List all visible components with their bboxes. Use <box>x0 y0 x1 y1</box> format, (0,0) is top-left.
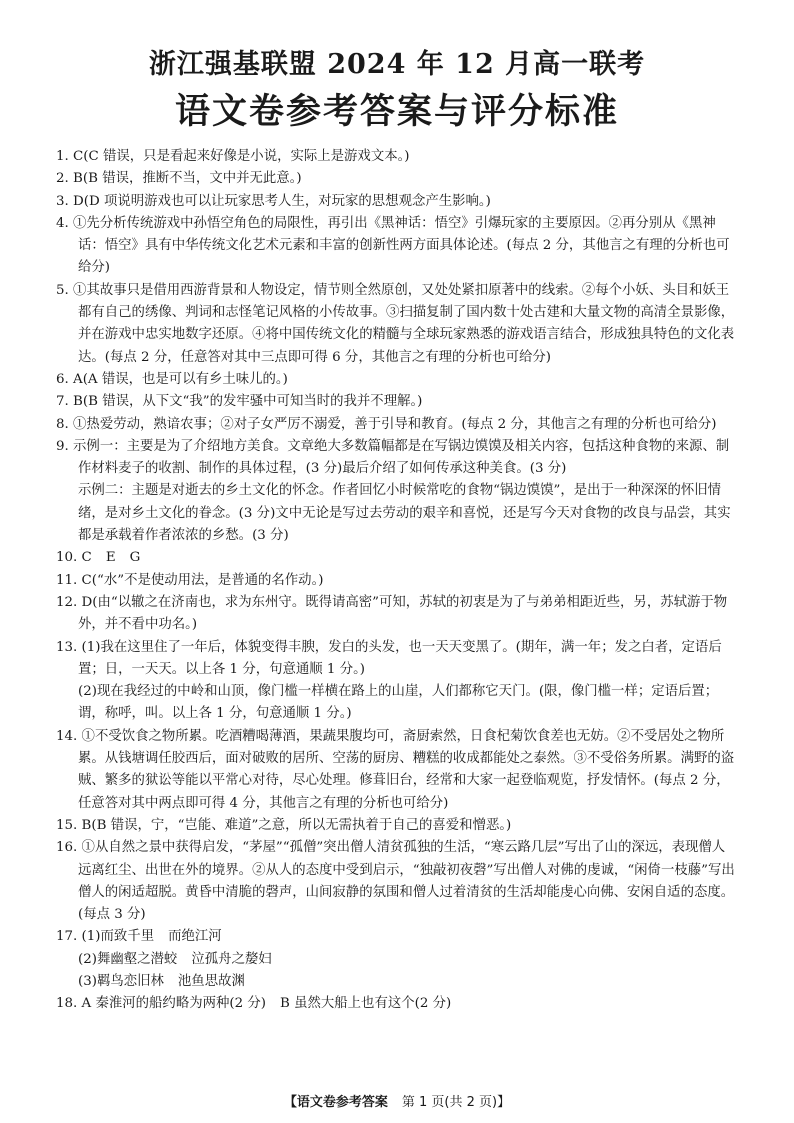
answer-12: 12. D(由“以辙之在济南也，求为东州守。既得请高密”可知，苏轼的初衷是为了与弟弟相距近些，另，苏轼游于物外，并不看中功名。) <box>56 594 728 633</box>
answer-10 <box>56 547 738 569</box>
answer-14: 14. ①不受饮食之物所累。吃酒糟喝薄酒，果蔬果腹均可，斋厨索然，日食杞菊饮食差也无妨。②不受居处之物所累。从钱塘调任胶西后，面对破败的居所、空荡的厨房、糟糕的收成都能处之泰然。③不受俗务所累。满野的盗贼、繁多的狱讼等能以平常心对待，尽心处理。修葺旧台，经常和大家一起登临观览，抒发情怀。(每点 2 分，任意答对其中两点即可得 4 分，其他言之有理的分析也可给分) <box>56 728 735 811</box>
footer-label: 【语文卷参考答案 <box>283 1095 388 1110</box>
page-footer <box>0 1091 794 1110</box>
answer-17-part-2 <box>56 949 738 971</box>
answer-18-a: 18. A 秦淮河的船约略为两种(2 分) <box>56 996 266 1012</box>
answer-16: 16. ①从自然之景中获得启发，“茅屋”“孤僧”突出僧人清贫孤独的生活，“寒云路几层”写出了山的深远，表现僧人远离红尘、出世在外的境界。②从人的态度中受到启示，“独敲初夜磬”写出僧人对佛的虔诚，“闲倚一枝藤”写出僧人的闲适超脱。黄昏中清脆的磬声，山间寂静的氛围和僧人过着清贫的生活却能虔心向佛、安闲自适的态度。(每点 3 分) <box>56 840 735 923</box>
answer-4: 4. ①先分析传统游戏中孙悟空角色的局限性，再引出《黑神话：悟空》引爆玩家的主要原因。②再分别从《黑神话：悟空》具有中华传统文化艺术元素和丰富的创新性两方面具体论述。(每点 2 分，其他言之有理的分析也可给分) <box>56 215 730 276</box>
answer-15: 15. B(B 错误，宁，“岂能、难道”之意，所以无需执着于自己的喜爱和憎恶。) <box>56 817 512 833</box>
answer-17-3-line-b: 池鱼思故渊 <box>177 973 245 989</box>
answer-10-choice-2: E <box>105 550 116 566</box>
answer-13-part-2: (2)现在我经过的中岭和山顶，像门槛一样横在路上的山崖，人们都称它天门。(限，像门槛一样；定语后置；谓，称呼，叫。以上各 1 分，句意通顺 1 分。) <box>78 684 719 722</box>
answer-11: 11. C(“水”不是使动用法，是普通的名作动。) <box>56 572 324 588</box>
answer-13-part-1: 13. (1)我在这里住了一年后，体貌变得丰腴，发白的头发，也一天天变黑了。(期年，满一年；发之白者，定语后置；日，一天天。以上各 1 分，句意通顺 1 分。) <box>56 639 722 677</box>
answer-18-b: B 虽然大船上也有这个(2 分) <box>280 996 452 1012</box>
answer-17-1-line-a: 17. (1)而致千里 <box>56 929 155 945</box>
answer-17-2-line-b: 泣孤舟之嫠妇 <box>191 951 272 967</box>
footer-page-number: 第 1 页(共 2 页)】 <box>401 1095 511 1110</box>
answer-18 <box>56 993 738 1015</box>
answer-8: 8. ①热爱劳动，熟谙农事；②对子女严厉不溺爱，善于引导和教育。(每点 2 分，其他言之有理的分析也可给分) <box>56 416 717 432</box>
answer-17-3-line-a: (3)羁鸟恋旧林 <box>78 973 164 989</box>
answer-17-2-line-a: (2)舞幽壑之潜蛟 <box>78 951 178 967</box>
answer-7: 7. B(B 错误，从下文“我”的发牢骚中可知当时的我并不理解。) <box>56 394 423 410</box>
answer-10-choice-1: 10. C <box>56 550 92 566</box>
answer-3: 3. D(D 项说明游戏也可以让玩家思考人生，对玩家的思想观念产生影响。) <box>56 193 491 209</box>
answer-17-1-line-b: 而绝江河 <box>168 929 222 945</box>
answer-17-part-1 <box>56 926 738 948</box>
exam-title: 浙江强基联盟 2024 年 12 月高一联考 <box>148 49 646 80</box>
answer-2: 2. B(B 错误，推断不当，文中并无此意。) <box>56 171 302 187</box>
answer-17-part-3 <box>56 971 738 993</box>
answer-9-example-1: 9. 示例一：主要是为了介绍地方美食。文章绝大多数篇幅都是在写锅边馍馍及相关内容，包括这种食物的来源、制作材料麦子的收割、制作的具体过程，(3 分)最后介绍了如何传承这种美食。(3 分) <box>56 438 730 477</box>
answer-1: 1. C(C 错误，只是看起来好像是小说，实际上是游戏文本。) <box>56 149 410 164</box>
answer-9-example-2: 示例二：主题是对逝去的乡土文化的怀念。作者回忆小时候常吃的食物“锅边馍馍”，是出于一种深深的怀旧情绪，是对乡土文化的眷念。(3 分)文中无论是写过去劳动的艰辛和喜悦，还是写今天对食物的改良与品尝，其实都是承载着作者浓浓的乡愁。(3 分) <box>78 483 731 544</box>
answer-key-title: 语文卷参考答案与评分标准 <box>174 91 619 132</box>
answer-list <box>56 146 738 1016</box>
answer-10-choice-3: G <box>129 550 141 566</box>
answer-6: 6. A(A 错误，也是可以有乡土味儿的。) <box>56 371 288 387</box>
answer-5: 5. ①其故事只是借用西游背景和人物设定，情节则全然原创，又处处紧扣原著中的线索。②每个小妖、头目和妖王都有自己的绣像、判词和志怪笔记风格的小传故事。③扫描复制了国内数十处古建和大量文物的高清全景影像，并在游戏中忠实地数字还原。④将中国传统文化的精髓与全球玩家熟悉的游戏语言结合，形成独具特色的文化表达。(每点 2 分，任意答对其中三点即可得 6 分，其他言之有理的分析也可给分) <box>56 282 735 365</box>
